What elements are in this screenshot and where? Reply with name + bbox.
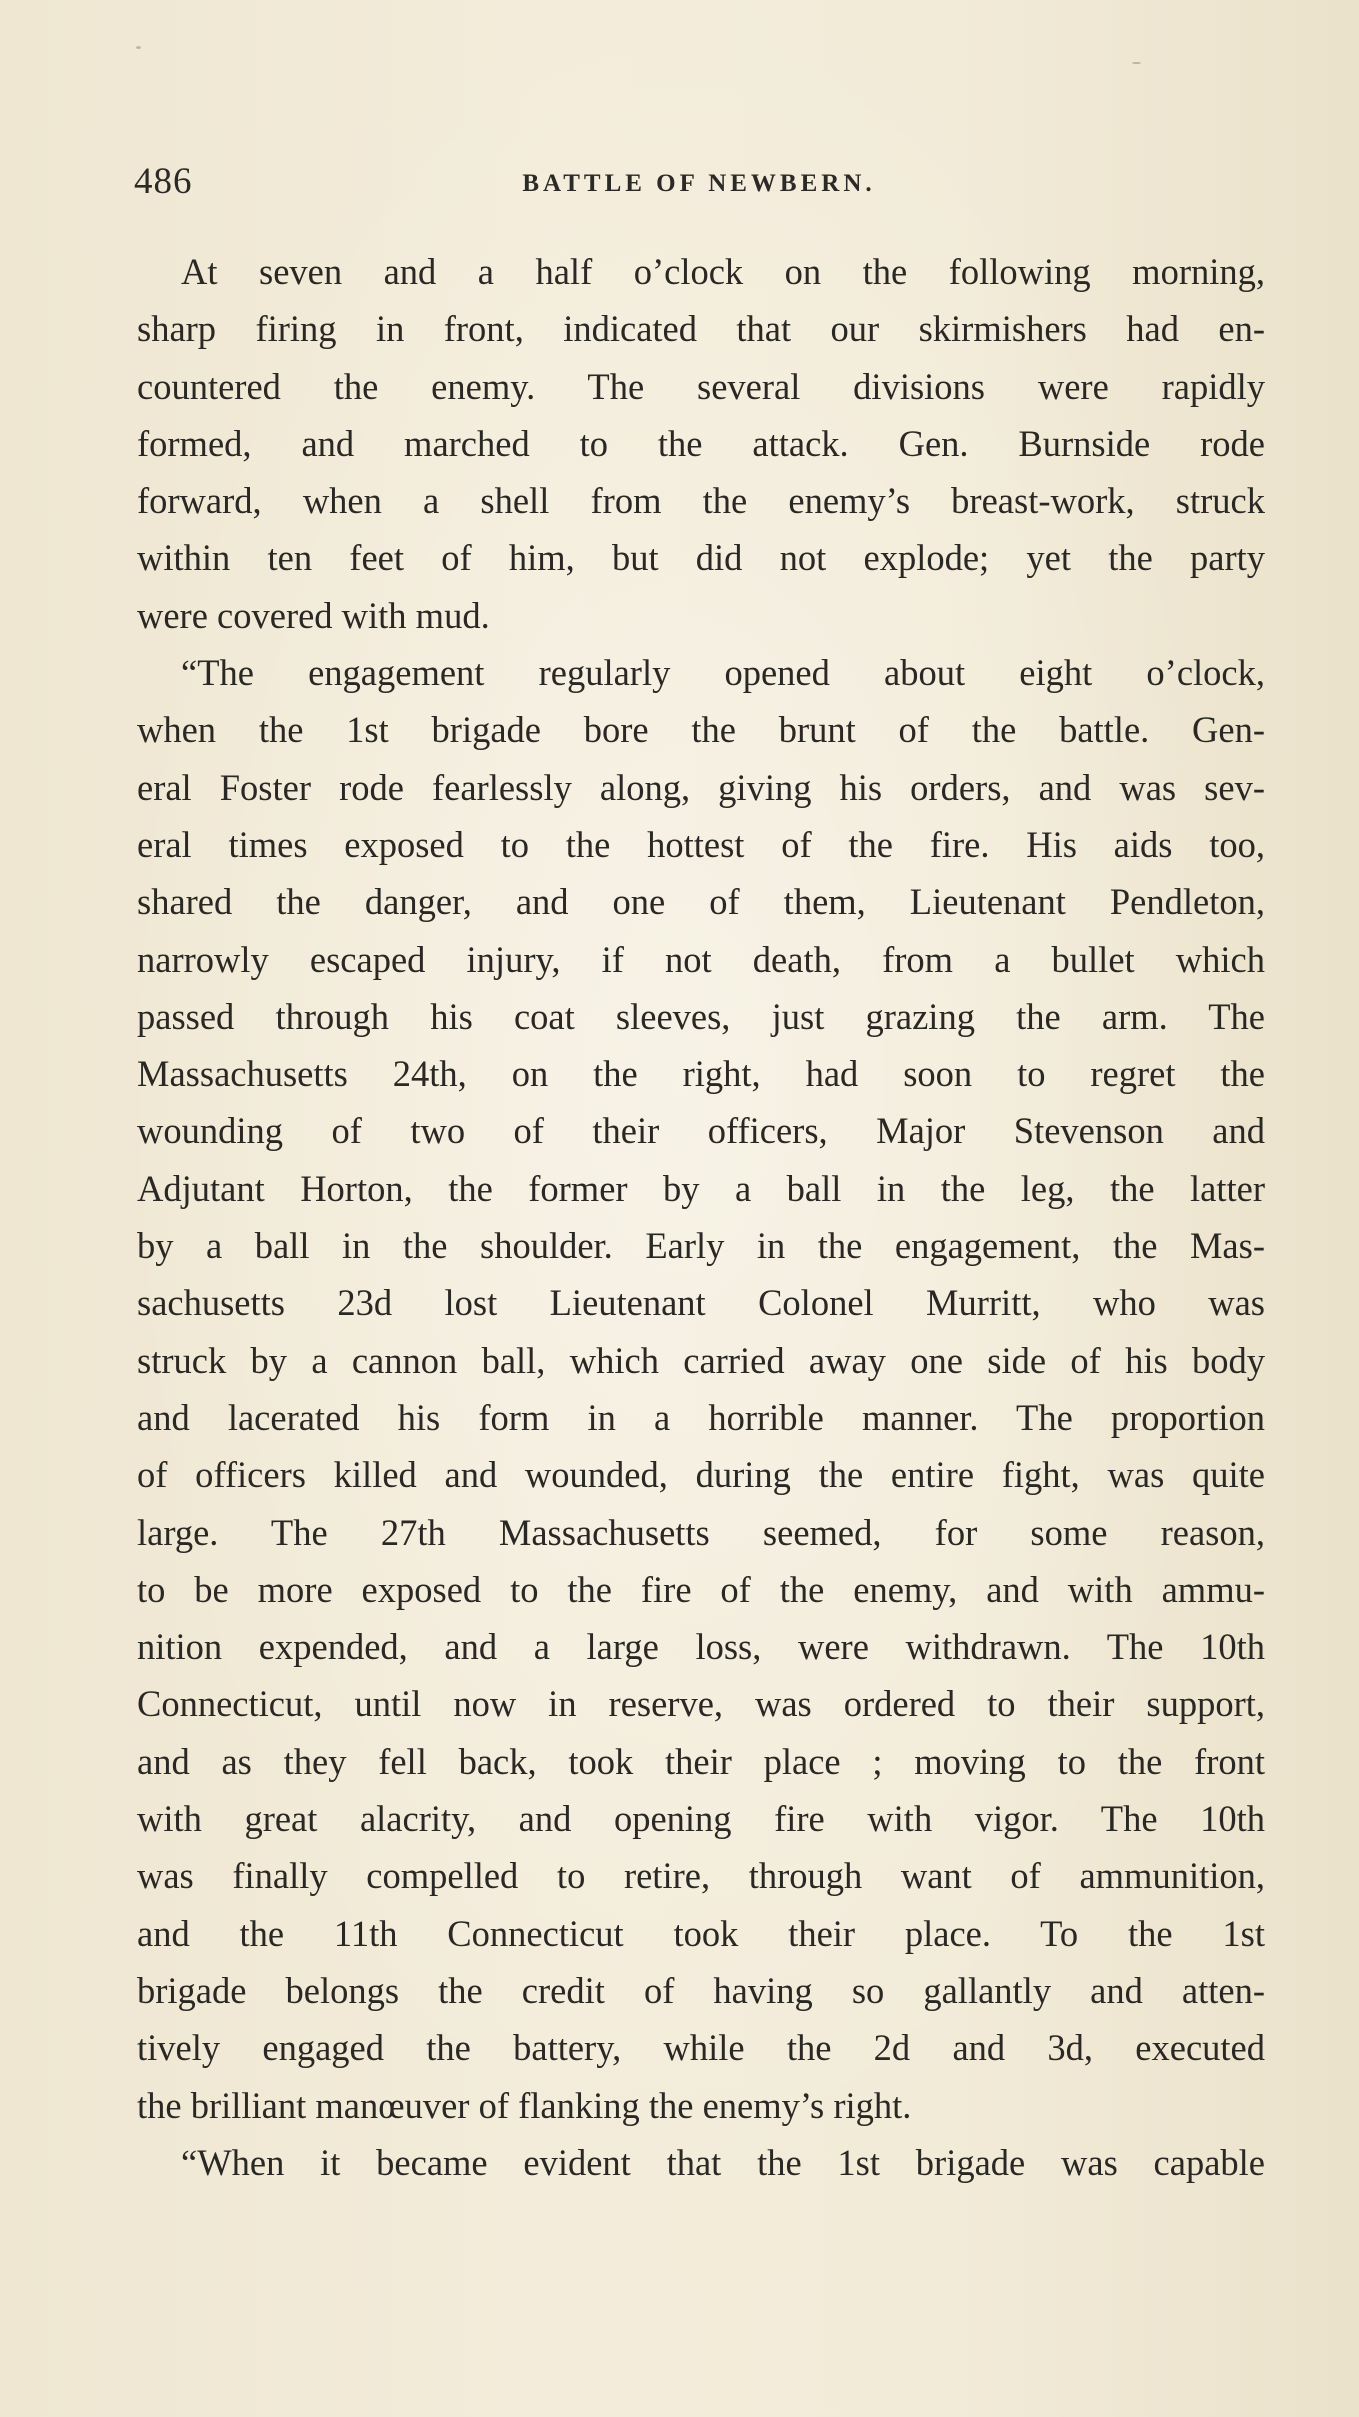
running-head: BATTLE OF NEWBERN. [522, 170, 876, 197]
text-line: eral times exposed to the hottest of the fire. His aids too, [137, 823, 1265, 865]
text-line: Connecticut, until now in reserve, was ordered to their support, [137, 1683, 1265, 1725]
text-line: brigade belongs the credit of having so gallantly and atten- [137, 1969, 1265, 2011]
text-line: large. The 27th Massachusetts seemed, for some reason, [137, 1511, 1265, 1553]
text-line: when the 1st brigade bore the brunt of the battle. Gen- [137, 709, 1265, 751]
text-line: passed through his coat sleeves, just grazing the arm. The [137, 995, 1265, 1037]
text-line: within ten feet of him, but did not explode; yet the party [137, 537, 1265, 579]
text-line: formed, and marched to the attack. Gen. Burnside rode [137, 422, 1265, 464]
page-number: 486 [134, 161, 193, 202]
body-text [137, 243, 1265, 2191]
text-line: Massachusetts 24th, on the right, had soon to regret the [137, 1053, 1265, 1095]
text-line: wounding of two of their officers, Major Stevenson and [137, 1110, 1265, 1152]
text-line: nition expended, and a large loss, were withdrawn. The 10th [137, 1626, 1265, 1668]
text-line: and the 11th Connecticut took their place. To the 1st [137, 1912, 1265, 1954]
paper-speck [1132, 62, 1141, 64]
text-line: countered the enemy. The several divisions were rapidly [137, 365, 1265, 407]
text-line: and as they fell back, took their place ; moving to the front [137, 1740, 1265, 1782]
text-line: sharp firing in front, indicated that our skirmishers had en- [137, 308, 1265, 350]
text-line: “When it became evident that the 1st brigade was capable [181, 2141, 1265, 2183]
text-line: the brilliant manœuver of flanking the enemy’s right. [137, 2084, 912, 2126]
text-line: and lacerated his form in a horrible manner. The proportion [137, 1396, 1265, 1438]
text-line: by a ball in the shoulder. Early in the engagement, the Mas- [137, 1225, 1265, 1267]
text-line: were covered with mud. [137, 594, 490, 636]
page-header [134, 160, 1264, 210]
text-line: with great alacrity, and opening fire with vigor. The 10th [137, 1798, 1265, 1840]
text-line: Adjutant Horton, the former by a ball in the leg, the latter [137, 1167, 1265, 1209]
text-line: shared the danger, and one of them, Lieutenant Pendleton, [137, 881, 1265, 923]
text-line: was finally compelled to retire, through want of ammunition, [137, 1855, 1265, 1897]
text-line: forward, when a shell from the enemy’s breast-work, struck [137, 480, 1265, 522]
text-line: eral Foster rode fearlessly along, giving his orders, and was sev- [137, 766, 1265, 808]
text-line: of officers killed and wounded, during the entire fight, was quite [137, 1454, 1265, 1496]
text-line: tively engaged the battery, while the 2d and 3d, executed [137, 2027, 1265, 2069]
text-line: to be more exposed to the fire of the enemy, and with ammu- [137, 1568, 1265, 1610]
text-line: At seven and a half o’clock on the following morning, [181, 251, 1265, 292]
text-line: narrowly escaped injury, if not death, from a bullet which [137, 938, 1265, 980]
text-line: struck by a cannon ball, which carried away one side of his body [137, 1339, 1265, 1381]
text-line: “The engagement regularly opened about eight o’clock, [181, 652, 1265, 694]
text-line: sachusetts 23d lost Lieutenant Colonel Murritt, who was [137, 1282, 1265, 1324]
paper-speck [136, 46, 141, 49]
